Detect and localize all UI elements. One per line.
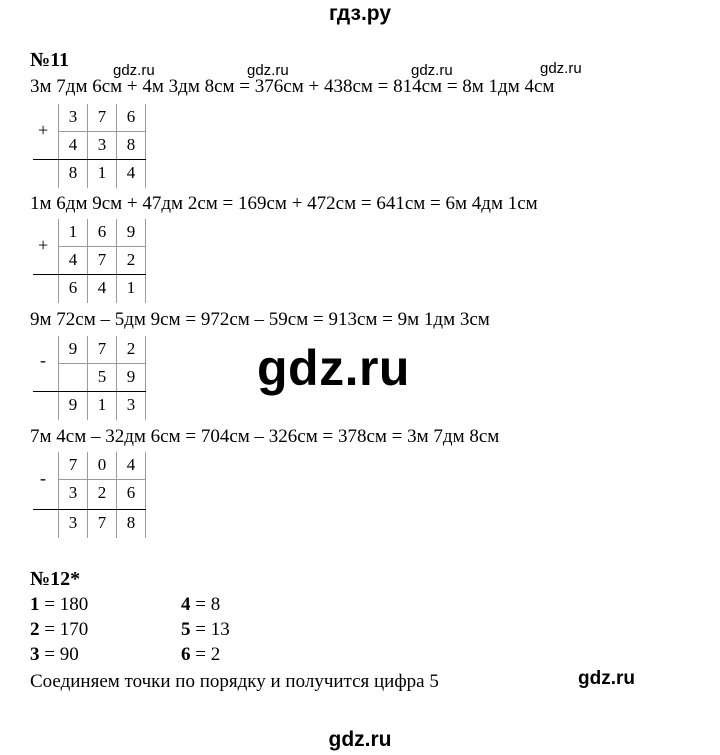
equation-line: 3м 7дм 6см + 4м 3дм 8см = 376см + 438см = 814см = 8м 1дм 4см	[30, 76, 555, 97]
digit-cell: 5	[97, 367, 107, 386]
answer-value: = 170	[39, 619, 89, 640]
operation-sign: +	[38, 235, 49, 255]
digit-cell: 2	[126, 339, 136, 358]
grid-line	[87, 336, 88, 420]
digit-cell: 1	[126, 278, 136, 297]
digit-cell: 8	[126, 513, 136, 532]
digit-cell: 2	[126, 250, 136, 269]
digit-cell: 7	[68, 455, 78, 474]
digit-cell: 4	[97, 278, 107, 297]
answer-item	[30, 644, 79, 666]
result-line	[33, 274, 146, 275]
operation-sign: +	[38, 120, 49, 140]
answer-number: 5	[181, 619, 191, 640]
grid-line	[145, 104, 146, 188]
result-line	[33, 509, 146, 510]
equation-line: 1м 6дм 9см + 47дм 2см = 169см + 472см = 641см = 6м 4дм 1см	[30, 193, 538, 214]
grid-line	[58, 131, 146, 132]
equation-line: 7м 4см – 32дм 6см = 704см – 326см = 378см = 3м 7дм 8см	[30, 426, 500, 447]
digit-cell: 3	[68, 513, 78, 532]
digit-cell: 4	[126, 163, 136, 182]
digit-cell: 9	[126, 222, 136, 241]
answer-value: = 2	[190, 644, 221, 665]
grid-line	[58, 104, 59, 188]
digit-cell: 9	[68, 395, 78, 414]
digit-cell: 3	[68, 107, 78, 126]
grid-line	[116, 104, 117, 188]
grid-line	[87, 452, 88, 538]
grid-line	[116, 219, 117, 303]
digit-cell: 1	[97, 395, 107, 414]
footer-watermark: gdz.ru	[328, 728, 392, 751]
digit-cell: 7	[97, 513, 107, 532]
task-11-title: №11	[30, 49, 69, 71]
digit-cell	[59, 364, 87, 390]
answer-item	[181, 594, 220, 616]
answer-value: = 8	[190, 594, 221, 615]
grid-line	[58, 363, 146, 364]
grid-line	[116, 452, 117, 538]
grid-line	[58, 336, 59, 420]
answer-item	[181, 644, 220, 666]
grid-line	[87, 104, 88, 188]
answer-item	[30, 594, 88, 616]
digit-cell: 4	[68, 250, 78, 269]
digit-cell: 2	[97, 483, 107, 502]
digit-cell: 4	[68, 135, 78, 154]
answer-number: 2	[30, 619, 40, 640]
conclusion-text: Соединяем точки по порядку и получится цифра 5	[30, 671, 439, 692]
digit-cell: 1	[97, 163, 107, 182]
watermark-small: gdz.ru	[540, 60, 582, 77]
digit-cell: 6	[126, 483, 136, 502]
grid-line	[116, 336, 117, 420]
digit-cell: 3	[68, 483, 78, 502]
digit-cell: 6	[126, 107, 136, 126]
digit-cell: 9	[68, 339, 78, 358]
grid-line	[58, 246, 146, 247]
answer-number: 1	[30, 594, 40, 615]
grid-line	[58, 219, 59, 303]
result-line	[33, 159, 146, 160]
grid-line	[58, 452, 59, 538]
watermark-large: gdz.ru	[257, 340, 410, 396]
grid-line	[87, 219, 88, 303]
watermark-small: gdz.ru	[411, 62, 453, 79]
answer-item	[181, 619, 230, 641]
equation-line: 9м 72см – 5дм 9см = 972см – 59см = 913см = 9м 1дм 3см	[30, 309, 490, 330]
digit-cell: 8	[126, 135, 136, 154]
operation-sign: -	[40, 350, 46, 370]
digit-cell: 3	[97, 135, 107, 154]
watermark-small: gdz.ru	[113, 62, 155, 79]
site-title: гдз.ру	[328, 2, 392, 25]
grid-line	[145, 452, 146, 538]
grid-line	[145, 336, 146, 420]
digit-cell: 3	[126, 395, 136, 414]
answer-number: 3	[30, 644, 40, 665]
result-line	[33, 391, 146, 392]
digit-cell: 0	[97, 455, 107, 474]
operation-sign: -	[40, 468, 46, 488]
task-12-title: №12*	[30, 568, 81, 590]
answer-value: = 90	[39, 644, 79, 665]
digit-cell: 8	[68, 163, 78, 182]
watermark-small: gdz.ru	[247, 62, 289, 79]
digit-cell: 7	[97, 250, 107, 269]
grid-line	[58, 479, 146, 480]
answer-number: 4	[181, 594, 191, 615]
grid-line	[145, 219, 146, 303]
answer-item	[30, 619, 88, 641]
digit-cell: 6	[97, 222, 107, 241]
digit-cell: 1	[68, 222, 78, 241]
answer-value: = 180	[39, 594, 89, 615]
digit-cell: 7	[97, 107, 107, 126]
digit-cell: 4	[126, 455, 136, 474]
digit-cell: 7	[97, 339, 107, 358]
digit-cell: 6	[68, 278, 78, 297]
watermark-bottom-right: gdz.ru	[578, 668, 635, 689]
answer-value: = 13	[190, 619, 230, 640]
answer-number: 6	[181, 644, 191, 665]
digit-cell: 9	[126, 367, 136, 386]
